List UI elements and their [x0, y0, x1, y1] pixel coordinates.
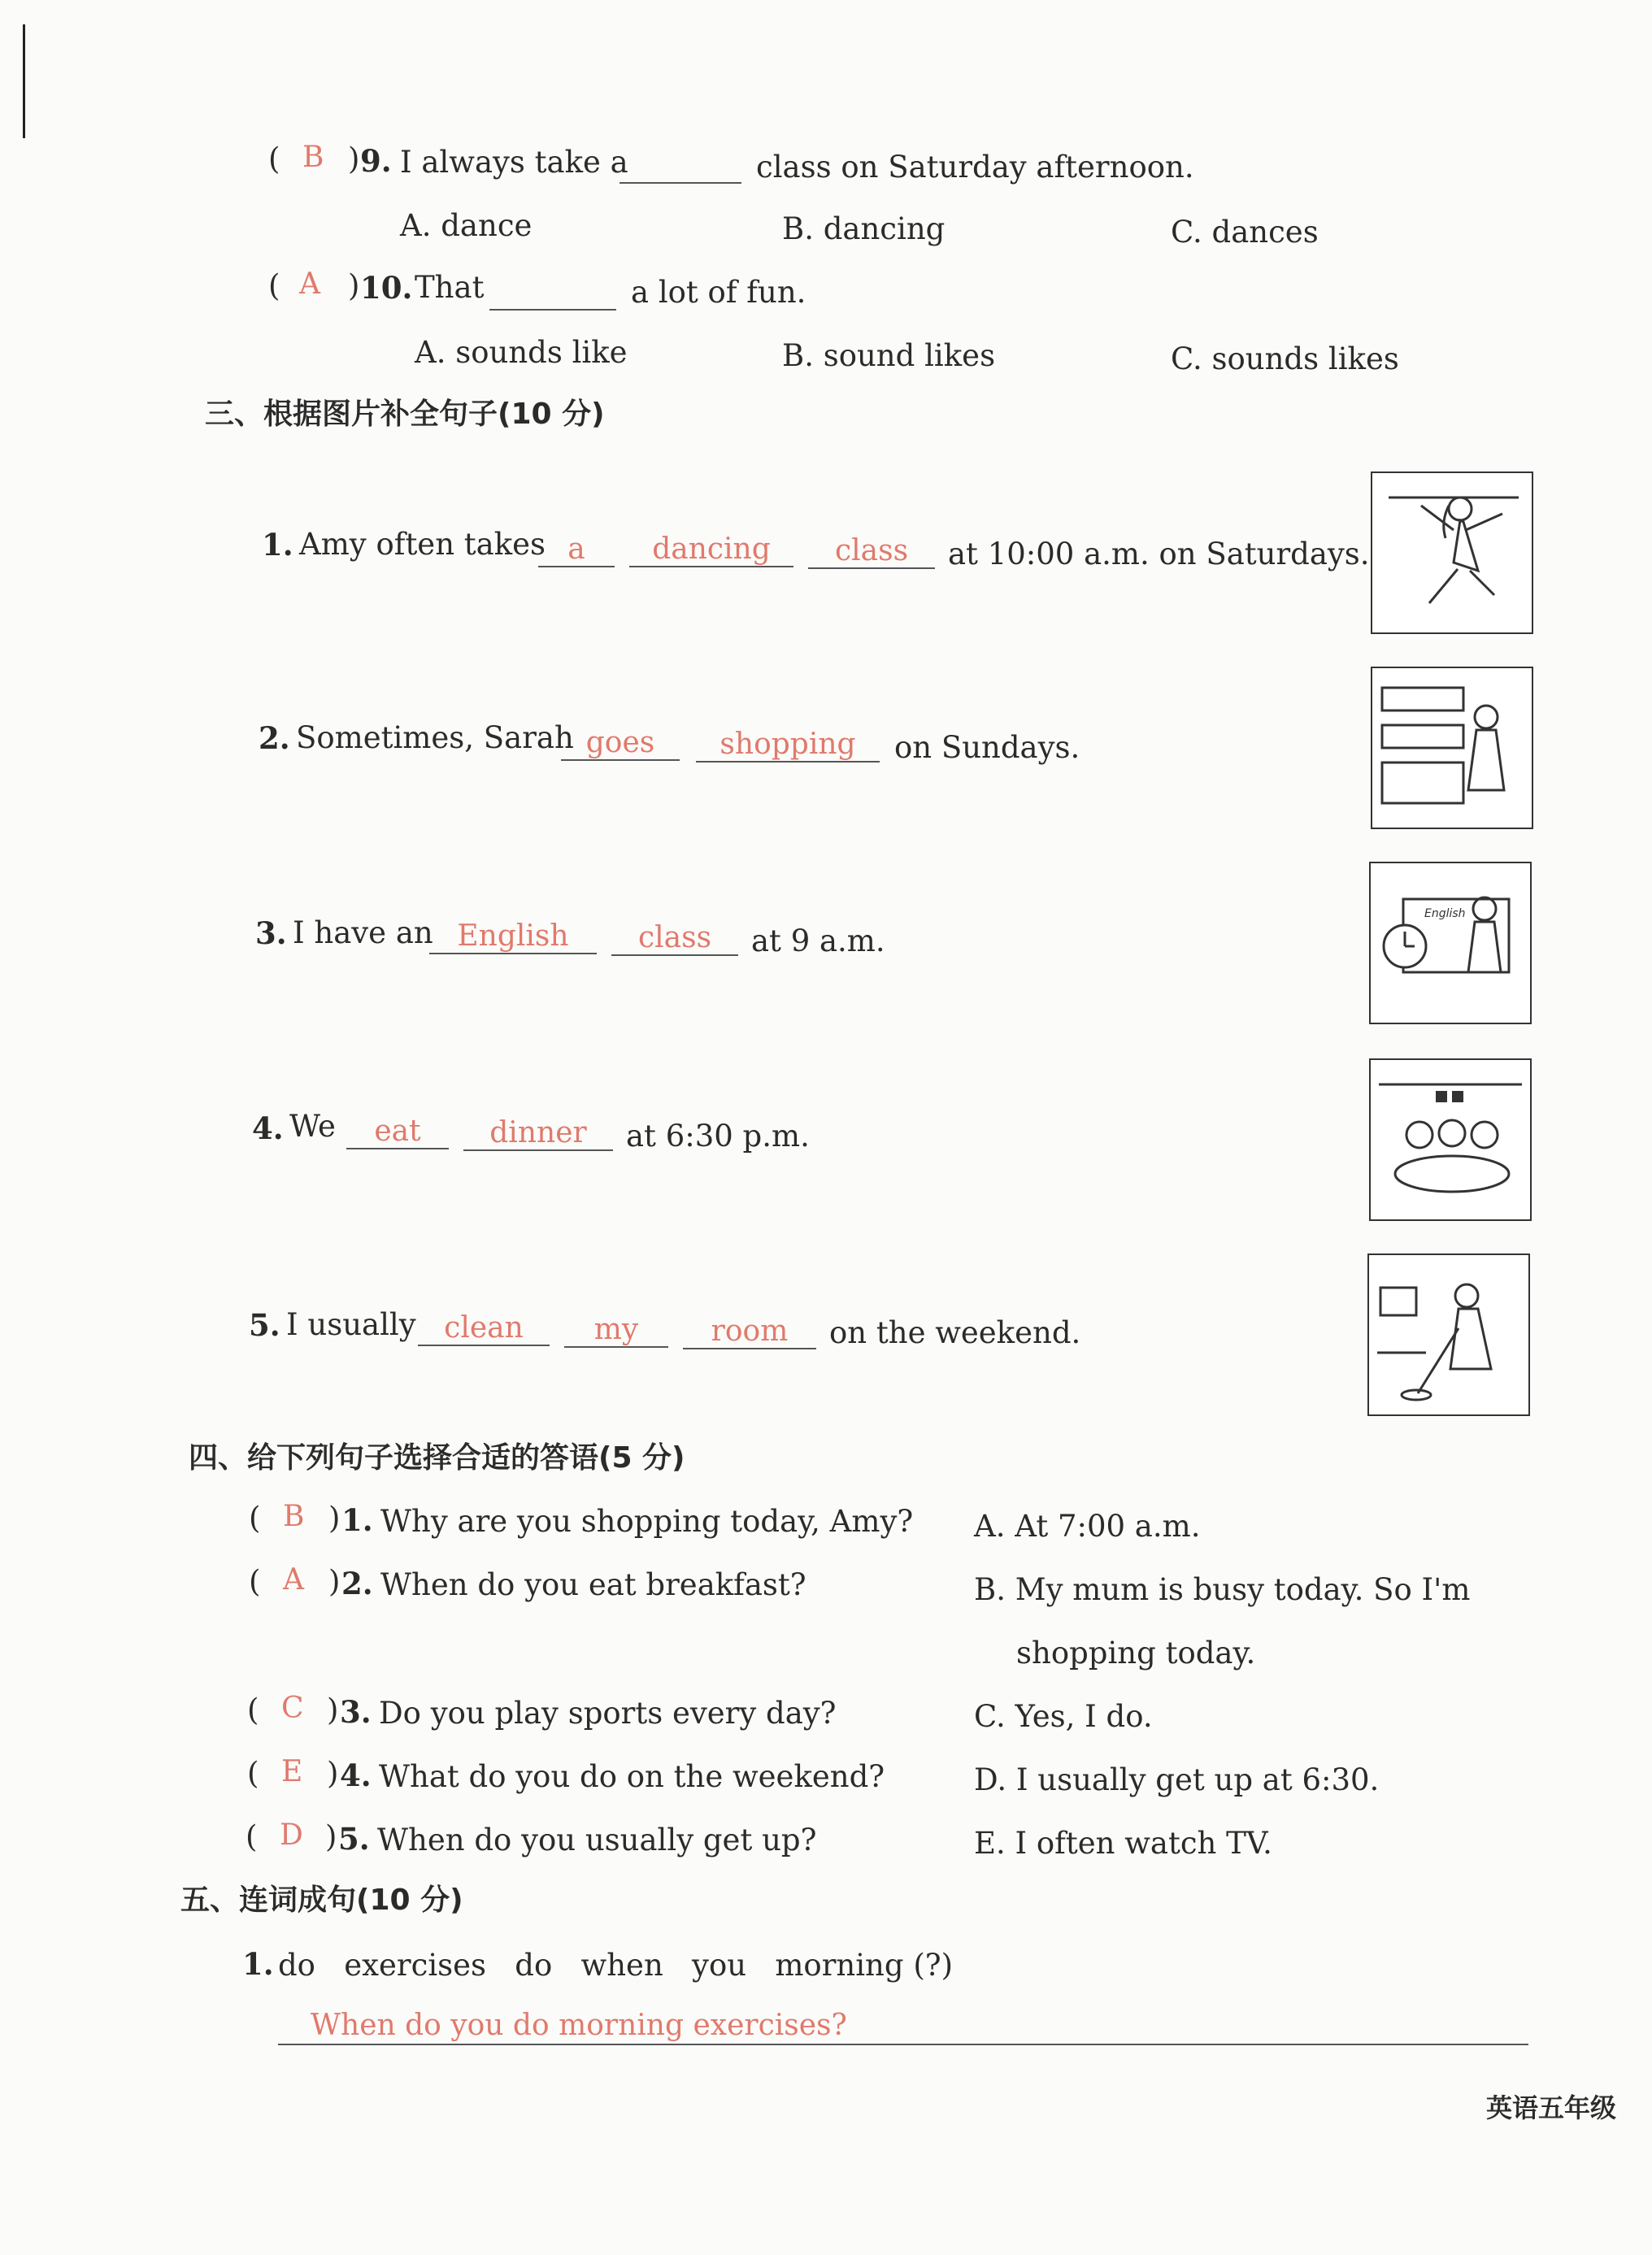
- cleaning-girl-picture: [1367, 1254, 1530, 1416]
- s5-q1-words: do exercises do when you morning (?): [278, 1948, 954, 1983]
- s3-q1-text-post: at 10:00 a.m. on Saturdays.: [948, 537, 1370, 571]
- s3-q4-number: 4.: [252, 1110, 284, 1146]
- q10-text-post: a lot of fun.: [631, 275, 806, 310]
- q9-blank[interactable]: [620, 150, 741, 184]
- s3-q5-text-post: on the weekend.: [829, 1315, 1081, 1350]
- s3-q5-blank-2[interactable]: my: [564, 1314, 668, 1348]
- s4-q2-paren: (: [249, 1564, 261, 1599]
- q9-answer: B: [302, 141, 324, 174]
- footer-label: 英语五年级: [1486, 2092, 1617, 2123]
- s4-option-b: B. My mum is busy today. So I'm: [974, 1572, 1471, 1607]
- s3-q5-blank-1[interactable]: clean: [418, 1312, 550, 1346]
- s3-q2-number: 2.: [259, 720, 290, 756]
- q10-option-a: A. sounds like: [415, 335, 628, 370]
- s4-q5-paren-close: ): [325, 1819, 337, 1854]
- q9-option-c: C. dances: [1171, 215, 1319, 250]
- q10-option-c: C. sounds likes: [1171, 341, 1399, 376]
- s5-q1-number: 1.: [242, 1946, 274, 1982]
- section3-heading: 三、根据图片补全句子(10 分): [205, 398, 605, 431]
- s4-q1-paren-close: ): [328, 1501, 341, 1536]
- s4-q2-answer: A: [283, 1563, 304, 1597]
- s3-q1-number: 1.: [262, 527, 293, 563]
- q10-blank[interactable]: [489, 276, 616, 311]
- s4-q3-number: 3.: [340, 1694, 372, 1730]
- family-dinner-picture: [1369, 1058, 1532, 1221]
- s3-q3-text-pre: I have an: [293, 915, 433, 950]
- s4-option-c: C. Yes, I do.: [974, 1699, 1153, 1734]
- q10-paren-close: ): [348, 268, 360, 303]
- q9-option-b: B. dancing: [782, 211, 946, 246]
- s5-q1-answer: When do you do morning exercises?: [311, 2009, 847, 2042]
- s4-option-e: E. I often watch TV.: [974, 1826, 1272, 1861]
- s4-q5-paren: (: [246, 1819, 258, 1854]
- dancing-girl-picture: [1371, 471, 1533, 634]
- q10-text-pre: That: [415, 270, 485, 305]
- s4-q4-text: What do you do on the weekend?: [379, 1759, 885, 1794]
- q9-option-a: A. dance: [400, 208, 533, 243]
- section4-heading: 四、给下列句子选择合适的答语(5 分): [189, 1441, 685, 1475]
- s3-q5-text-pre: I usually: [286, 1307, 416, 1342]
- s4-option-d: D. I usually get up at 6:30.: [974, 1762, 1380, 1797]
- shopping-girl-picture: [1371, 667, 1533, 829]
- s3-q5-number: 5.: [249, 1307, 280, 1343]
- q9-paren-close: ): [348, 141, 360, 176]
- s4-q5-answer: D: [280, 1818, 303, 1852]
- s4-option-b-cont: shopping today.: [1016, 1636, 1256, 1671]
- q9-paren: (: [268, 141, 280, 176]
- board-text: English: [1424, 907, 1466, 920]
- s3-q4-blank-2[interactable]: dinner: [463, 1117, 613, 1151]
- s3-q3-blank-2[interactable]: class: [611, 922, 738, 956]
- binding-line: [23, 24, 25, 138]
- s3-q4-text-post: at 6:30 p.m.: [626, 1119, 810, 1154]
- q9-text-post: class on Saturday afternoon.: [756, 150, 1194, 185]
- english-class-picture: [1369, 862, 1532, 1024]
- s3-q4-blank-1[interactable]: eat: [346, 1115, 449, 1149]
- s4-q3-paren: (: [247, 1692, 259, 1727]
- s3-q4-text-pre: We: [289, 1109, 336, 1144]
- s3-q2-blank-1[interactable]: goes: [561, 727, 680, 761]
- s4-q4-paren-close: ): [327, 1756, 339, 1791]
- s5-q1-answer-line[interactable]: [278, 2008, 1528, 2045]
- s4-q1-number: 1.: [341, 1502, 373, 1538]
- s4-q1-text: Why are you shopping today, Amy?: [380, 1504, 914, 1539]
- q10-answer: A: [299, 267, 320, 301]
- q10-number: 10.: [360, 270, 413, 306]
- s3-q2-text-post: on Sundays.: [894, 730, 1080, 765]
- section5-heading: 五、连词成句(10 分): [180, 1884, 463, 1917]
- s3-q2-text-pre: Sometimes, Sarah: [296, 720, 574, 755]
- s3-q1-blank-2[interactable]: dancing: [629, 533, 793, 567]
- s3-q1-text-pre: Amy often takes: [299, 527, 546, 562]
- s3-q3-number: 3.: [255, 915, 287, 951]
- s4-q1-paren: (: [249, 1501, 261, 1536]
- s3-q5-blank-3[interactable]: room: [683, 1315, 816, 1349]
- s4-q4-paren: (: [247, 1756, 259, 1791]
- s4-q5-number: 5.: [338, 1821, 370, 1857]
- s4-q1-answer: B: [283, 1500, 305, 1533]
- s4-q4-answer: E: [281, 1755, 303, 1788]
- s4-q2-text: When do you eat breakfast?: [380, 1567, 806, 1602]
- s4-q3-answer: C: [281, 1692, 304, 1725]
- s3-q1-blank-1[interactable]: a: [538, 533, 615, 567]
- s4-q2-paren-close: ): [328, 1564, 341, 1599]
- s4-q3-text: Do you play sports every day?: [379, 1696, 837, 1731]
- q9-text-pre: I always take a: [400, 145, 628, 180]
- s4-q2-number: 2.: [341, 1566, 373, 1601]
- s3-q1-blank-3[interactable]: class: [808, 535, 935, 569]
- s4-q5-text: When do you usually get up?: [377, 1823, 817, 1857]
- s3-q3-text-post: at 9 a.m.: [751, 923, 885, 958]
- s4-q4-number: 4.: [340, 1758, 372, 1793]
- q10-option-b: B. sound likes: [782, 338, 996, 373]
- s3-q3-blank-1[interactable]: English: [429, 920, 597, 954]
- s3-q2-blank-2[interactable]: shopping: [696, 728, 880, 763]
- q9-number: 9.: [360, 143, 392, 179]
- q10-paren: (: [268, 268, 280, 303]
- s4-option-a: A. At 7:00 a.m.: [974, 1509, 1201, 1544]
- s4-q3-paren-close: ): [327, 1692, 339, 1727]
